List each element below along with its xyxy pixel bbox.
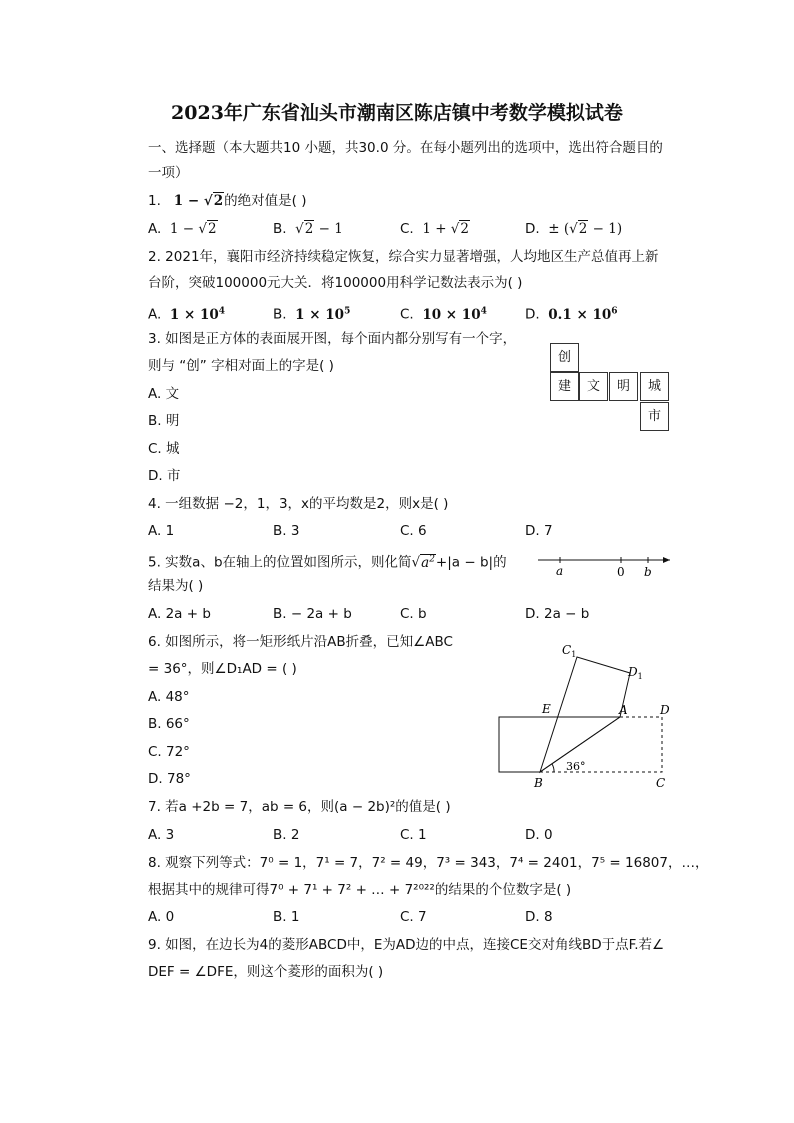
q5-option-c[interactable]: C. b [400,606,427,622]
q4-option-c[interactable]: C. 6 [400,523,427,539]
q5-option-a[interactable]: A. 2a + b [148,606,211,622]
q6-option-c[interactable]: C. 72° [148,744,190,760]
angle-arc [552,764,554,772]
q1-option-b[interactable]: B. √2 − 1 [273,221,343,237]
q4-option-b[interactable]: B. 3 [273,523,300,539]
q3-option-a[interactable]: A. 文 [148,386,180,402]
cube-face-ming: 明 [609,372,638,401]
question-9-line1: 9. 如图，在边长为4的菱形ABCD中，E为AD边的中点，连接CE交对角线BD于点F.若∠ [148,937,665,953]
q7-option-c[interactable]: C. 1 [400,827,427,843]
question-1 [148,191,306,211]
q8-option-d[interactable]: D. 8 [525,909,553,925]
q5-option-d[interactable]: D. 2a − b [525,606,590,622]
q4-option-a[interactable]: A. 1 [148,523,175,539]
section-heading-line1: 一、选择题（本大题共10 小题，共30.0 分。在每小题列出的选项中，选出符合题目的 [148,140,663,156]
label-c1: $C_1$ [562,643,577,659]
question-4: 4. 一组数据 −2，1，3，x的平均数是2，则x是( ) [148,496,449,512]
question-9-line2: DEF = ∠DFE，则这个菱形的面积为( ) [148,964,384,980]
q5-text-b: +|a − b|的 [435,554,507,571]
question-2-line1: 2. 2021年，襄阳市经济持续稳定恢复，综合实力显著增强，人均地区生产总值再上新 [148,249,659,265]
q7-option-b[interactable]: B. 2 [273,827,300,843]
question-5-line1 [148,549,507,573]
q2-option-a[interactable]: A. $1 \times 10^4$ [148,306,226,323]
label-c: C [656,776,666,790]
question-5-line2: 结果为( ) [148,578,204,594]
cube-face-jian: 建 [550,372,579,401]
q1-number: 1. [148,193,161,209]
folded-rectangle-figure [490,640,690,795]
label-d: D [660,703,670,717]
q5-text-a: 5. 实数a、b在轴上的位置如图所示，则化简 [148,554,412,571]
number-line-figure [530,550,675,580]
question-3-line2: 则与 “创” 字相对面上的字是( ) [148,358,334,374]
q7-option-a[interactable]: A. 3 [148,827,175,843]
q5-sqrt: $√a^2$ [411,554,435,571]
question-8-line2: 根据其中的规律可得7⁰ + 7¹ + 7² + … + 7²⁰²²的结果的个位数字是( ) [148,882,572,898]
q1-option-a[interactable]: A. 1 − √2 [148,221,217,237]
question-3-line1: 3. 如图是正方体的表面展开图，每个面内都分别写有一个字， [148,331,517,347]
question-2-line2: 台阶，突破100000元大关．将100000用科学记数法表示为( ) [148,275,523,291]
q8-option-a[interactable]: A. 0 [148,909,175,925]
question-8-line1: 8. 观察下列等式：7⁰ = 1，7¹ = 7，7² = 49，7³ = 343，7⁴ = 2401，7⁵ = 16807，…， [148,855,709,871]
section-heading-line2: 一项） [148,165,189,181]
q3-option-d[interactable]: D. 市 [148,468,181,484]
q7-option-d[interactable]: D. 0 [525,827,553,843]
q1-text: 的绝对值是( ) [224,193,307,209]
q1-option-c[interactable]: C. 1 + √2 [400,221,469,237]
q6-option-a[interactable]: A. 48° [148,689,190,705]
label-a: A [619,703,628,717]
q6-option-b[interactable]: B. 66° [148,716,190,732]
label-d1: $D_1$ [628,665,643,681]
page-title: 2023年广东省汕头市潮南区陈店镇中考数学模拟试卷 [171,102,623,124]
cube-face-chuang: 创 [550,343,579,372]
q8-option-c[interactable]: C. 7 [400,909,427,925]
q2-option-c[interactable]: C. $10 \times 10^4$ [400,306,487,323]
folded-flap [540,657,630,772]
label-zero: 0 [617,565,625,579]
question-6-line1: 6. 如图所示，将一矩形纸片沿AB折叠，已知∠ABC [148,634,453,650]
q8-option-b[interactable]: B. 1 [273,909,300,925]
q2-option-d[interactable]: D. $0.1 \times 10^6$ [525,306,618,323]
cube-face-cheng: 城 [640,372,669,401]
q5-option-b[interactable]: B. − 2a + b [273,606,352,622]
label-angle: 36° [566,760,586,773]
q3-option-b[interactable]: B. 明 [148,413,180,429]
q1-option-d[interactable]: D. ± (√2 − 1) [525,221,623,237]
question-7: 7. 若a +2b = 7，ab = 6，则(a − 2b)²的值是( ) [148,799,451,815]
cube-face-shi: 市 [640,402,669,431]
rect-dashed-edges [540,717,662,772]
label-b: b [644,565,652,579]
label-a: a [556,564,564,578]
label-b: B [534,776,543,790]
q1-expression: 1 − √2 [173,193,224,209]
question-6-line2: = 36°，则∠D₁AD = ( ) [148,661,297,677]
number-line-arrow [663,557,670,563]
cube-face-wen: 文 [579,372,608,401]
q3-option-c[interactable]: C. 城 [148,441,180,457]
q6-option-d[interactable]: D. 78° [148,771,191,787]
label-e: E [542,702,551,716]
q2-option-b[interactable]: B. $1 \times 10^5$ [273,306,351,323]
q4-option-d[interactable]: D. 7 [525,523,553,539]
